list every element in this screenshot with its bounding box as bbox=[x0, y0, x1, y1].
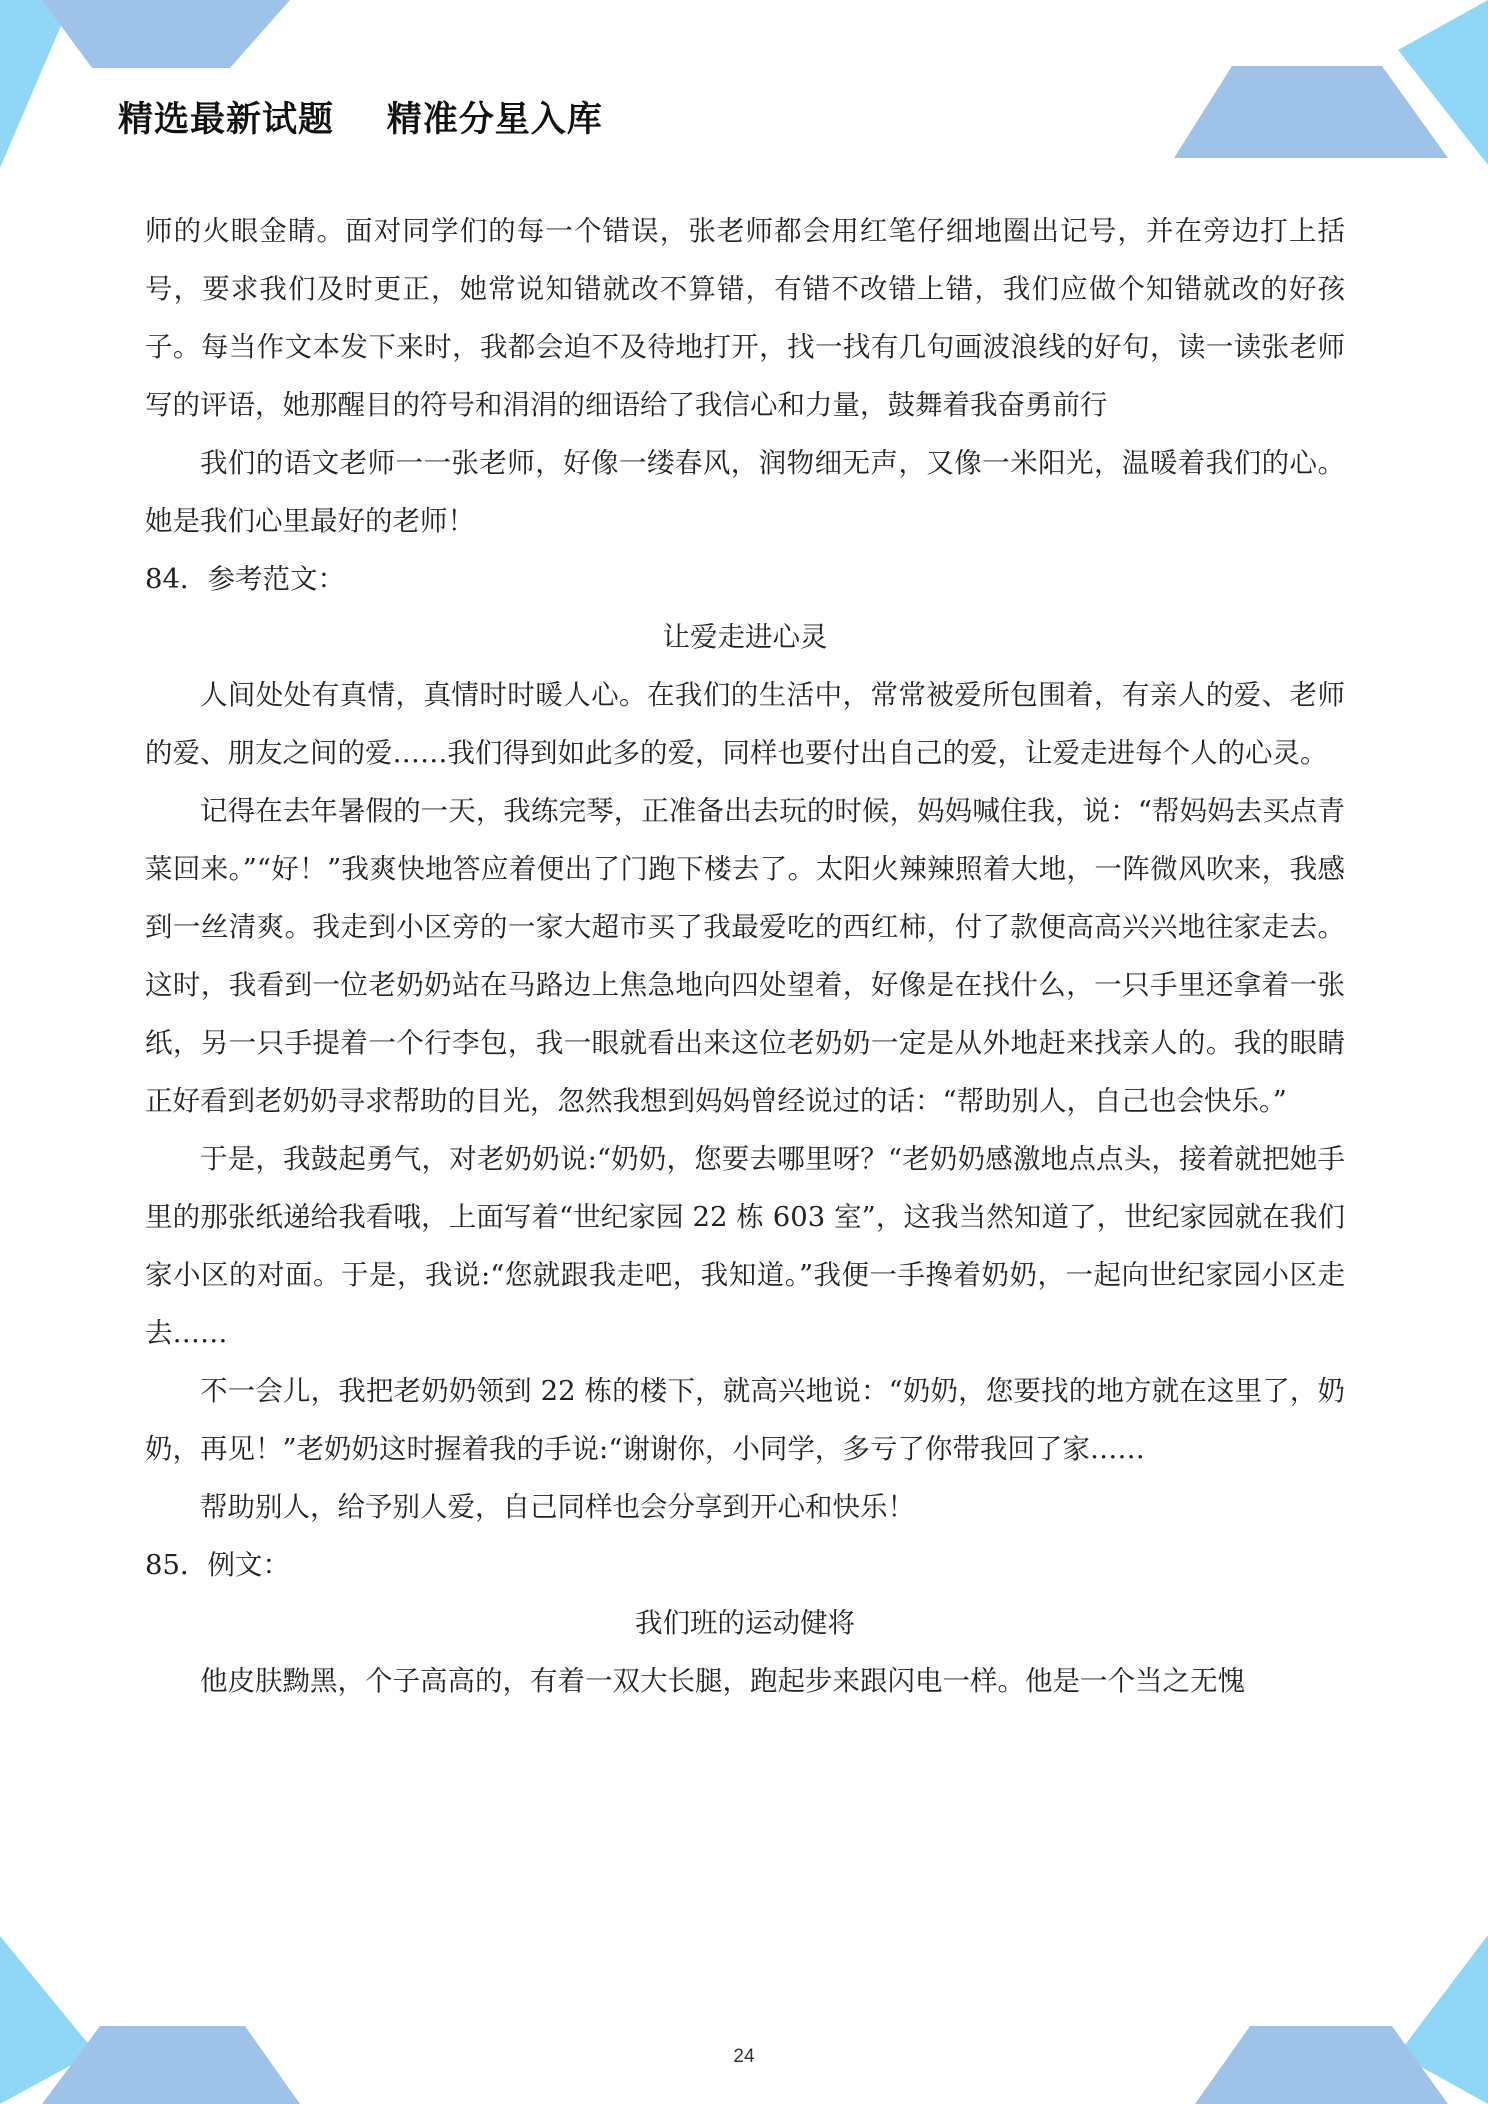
decor-shape-top-right-trapezoid bbox=[1174, 66, 1448, 158]
essay-title-84: 让爱走进心灵 bbox=[662, 621, 828, 653]
decor-shape-bottom-right-triangle bbox=[1398, 1935, 1488, 2104]
question-label-85: 85．例文： bbox=[145, 1549, 290, 1581]
header-title: 精选最新试题 精准分星入库 bbox=[118, 100, 603, 140]
decor-shape-top-left-triangle bbox=[0, 0, 72, 168]
paragraph-continuation: 师的火眼金睛。面对同学们的每一个错误，张老师都会用红笔仔细地圈出记号，并在旁边打上括号，要求我们及时更正，她常说知错就改不算错，有错不改错上错，我们应做个知错就改的好孩子。每当作文本发下来时，我都会迫不及待地打开，找一找有几句画波浪线的好句，读一读张老师写的评语，她那醒目的符号和涓涓的细语给了我信心和力量，鼓舞着我奋勇前行 bbox=[145, 215, 1345, 421]
decor-shape-top-right-triangle bbox=[1398, 0, 1488, 165]
essay-paragraph: 不一会儿，我把老奶奶领到 22 栋的楼下，就高兴地说：“奶奶，您要找的地方就在这里了，奶奶，再见！”老奶奶这时握着我的手说:“谢谢你，小同学，多亏了你带我回了家…… bbox=[145, 1375, 1345, 1465]
essay-paragraph: 帮助别人，给予别人爱，自己同样也会分享到开心和快乐！ bbox=[200, 1491, 915, 1523]
page-number: 24 bbox=[733, 2046, 755, 2067]
essay-paragraph: 人间处处有真情，真情时时暖人心。在我们的生活中，常常被爱所包围着，有亲人的爱、老师的爱、朋友之间的爱……我们得到如此多的爱，同样也要付出自己的爱，让爱走进每个人的心灵。 bbox=[145, 679, 1345, 769]
question-label-84: 84．参考范文： bbox=[145, 563, 345, 595]
essay-title-85: 我们班的运动健将 bbox=[635, 1607, 855, 1639]
document-body bbox=[145, 202, 1345, 1710]
decor-shape-top-left-trapezoid bbox=[42, 0, 290, 68]
essay-paragraph: 他皮肤黝黑，个子高高的，有着一双大长腿，跑起步来跟闪电一样。他是一个当之无愧 bbox=[200, 1665, 1245, 1697]
essay-paragraph: 记得在去年暑假的一天，我练完琴，正准备出去玩的时候，妈妈喊住我，说：“帮妈妈去买点青菜回来。”“好！”我爽快地答应着便出了门跑下楼去了。太阳火辣辣照着大地，一阵微风吹来，我感到一丝清爽。我走到小区旁的一家大超市买了我最爱吃的西红柿，付了款便高高兴兴地往家走去。这时，我看到一位老奶奶站在马路边上焦急地向四处望着，好像是在找什么，一只手里还拿着一张纸，另一只手提着一个行李包，我一眼就看出来这位老奶奶一定是从外地赶来找亲人的。我的眼睛正好看到老奶奶寻求帮助的目光，忽然我想到妈妈曾经说过的话：“帮助别人，自己也会快乐。” bbox=[145, 795, 1345, 1117]
essay-paragraph: 于是，我鼓起勇气，对老奶奶说:“奶奶，您要去哪里呀？“老奶奶感激地点点头，接着就把她手里的那张纸递给我看哦，上面写着“世纪家园 22 栋 603 室”，这我当然知道了，世纪家园就在我们家小区的对面。于是，我说:“您就跟我走吧，我知道。”我便一手搀着奶奶，一起向世纪家园小区走去…… bbox=[145, 1143, 1345, 1349]
paragraph-conclusion: 我们的语文老师一一张老师，好像一缕春风，润物细无声，又像一米阳光，温暖着我们的心。她是我们心里最好的老师！ bbox=[145, 447, 1345, 537]
decor-shape-bottom-left-triangle bbox=[0, 1936, 95, 2104]
